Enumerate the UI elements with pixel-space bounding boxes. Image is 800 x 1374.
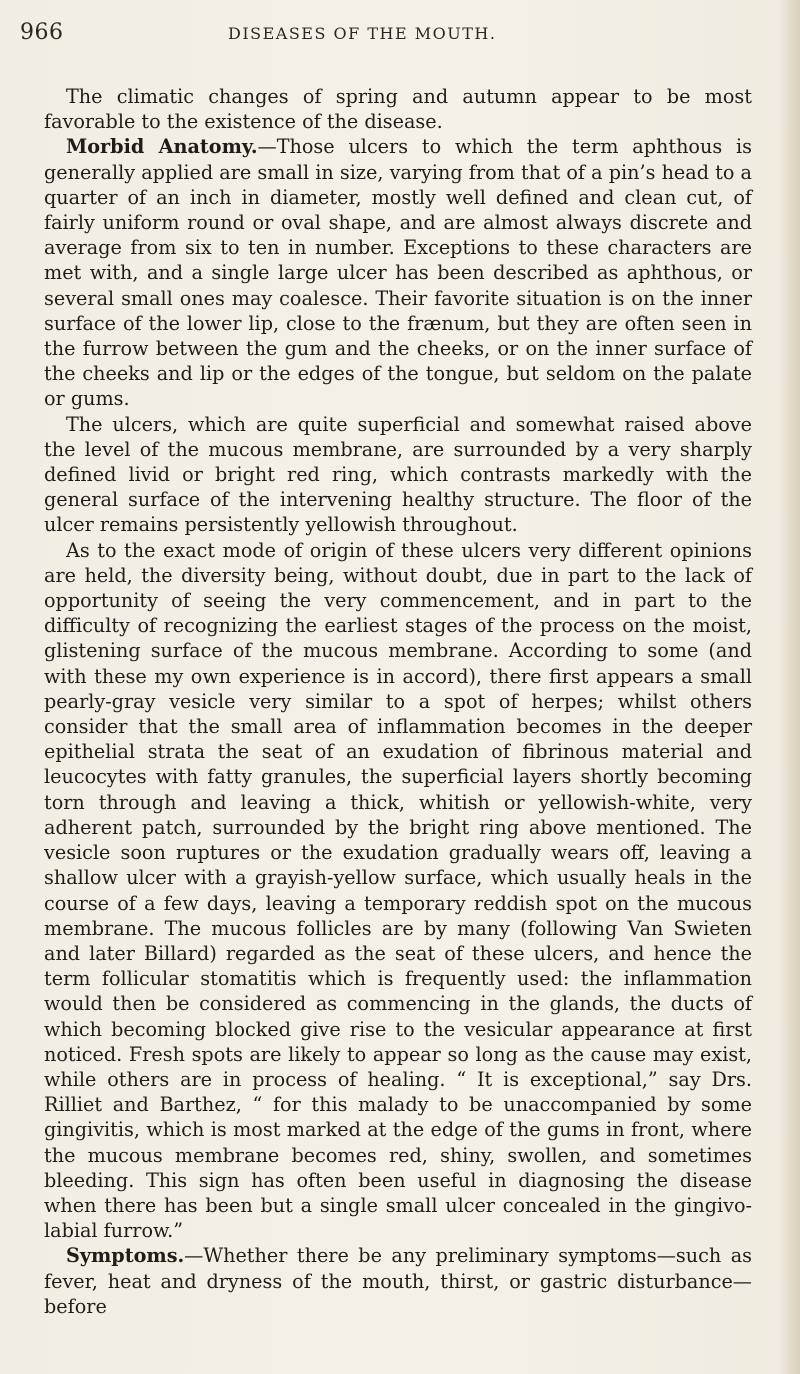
paragraph-ulcer-description: [44, 412, 752, 538]
paragraph-text: —Whether there be any preliminary symptoms—such as fever, heat and dryness of the mouth, thirst, or gastric disturbance—before: [44, 1244, 752, 1318]
paragraph-text: The ulcers, which are quite superficial and somewhat raised above the level of the mucous membrane, are surrounded by a very sharply defined livid or bright red ring, which contrasts markedly with the general surface of the intervening healthy structure. The floor of the ulcer remains persistently yellowish throughout.: [44, 412, 752, 537]
section-heading-morbid-anatomy: Morbid Anatomy.: [66, 135, 258, 159]
paragraph-morbid-anatomy: [44, 134, 752, 411]
paragraph-mode-of-origin: [44, 538, 752, 1244]
paragraph-text: —Those ulcers to which the term aphthous is generally applied are small in size, varying from that of a pin’s head to a quarter of an inch in diameter, mostly well defined and clean cut, of fairly uniform round or oval shape, and are almost always discrete and average from six to ten in number. Exceptions to these characters are met with, and a single large ulcer has been described as aphthous, or several small ones may coalesce. Their favorite situation is on the inner surface of the lower lip, close to the frænum, but they are often seen in the furrow between the gum and the cheeks, or on the inner surface of the cheeks and lip or the edges of the tongue, but seldom on the palate or gums.: [44, 135, 752, 411]
page-number: 966: [20, 20, 64, 45]
paragraph-text: As to the exact mode of origin of these ulcers very different opinions are held, the diversity being, without doubt, due in part to the lack of opportunity of seeing the very commencement, and in part to the difficulty of recognizing the earliest stages of the process on the moist, glistening surface of the mucous membrane. According to some (and with these my own experience is in accord), there first appears a small pearly-gray vesicle very similar to a spot of herpes; whilst others consider that the small area of inflammation becomes in the deeper epithelial strata the seat of an exudation of fibrinous material and leucocytes with fatty granules, the superficial layers shortly becoming torn through and leaving a thick, whitish or yellowish-white, very adherent patch, surrounded by the bright ring above mentioned. The vesicle soon ruptures or the exudation gradually wears off, leaving a shallow ulcer with a grayish-yellow surface, which usually heals in the course of a few days, leaving a temporary reddish spot on the mucous membrane. The mucous follicles are by many (following Van Swieten and later Billard) regarded as the seat of these ulcers, and hence the term follicular stomatitis which is frequently used: the inflammation would then be considered as commencing in the glands, the ducts of which becoming blocked give rise to the vesicular appearance at first noticed. Fresh spots are likely to appear so long as the cause may exist, while others are in process of healing. “ It is exceptional,” say Drs. Rilliet and Barthez, “ for this malady to be unaccompanied by some gingivitis, which is most marked at the edge of the gums in front, where the mucous membrane becomes red, shiny, swollen, and sometimes bleeding. This sign has often been useful in diagnosing the disease when there has been but a single small ulcer concealed in the gingivo-labial furrow.”: [44, 538, 752, 1243]
running-head: DISEASES OF THE MOUTH.: [228, 24, 497, 43]
body-text: [44, 84, 752, 1319]
page-header: [20, 20, 754, 56]
paragraph-text: The climatic changes of spring and autumn appear to be most favorable to the existence of the disease.: [44, 85, 752, 134]
paragraph-symptoms: [44, 1243, 752, 1319]
page-edge-shadow: [778, 0, 800, 1374]
section-heading-symptoms: Symptoms.: [66, 1244, 185, 1268]
paragraph-climatic-changes: [44, 84, 752, 134]
